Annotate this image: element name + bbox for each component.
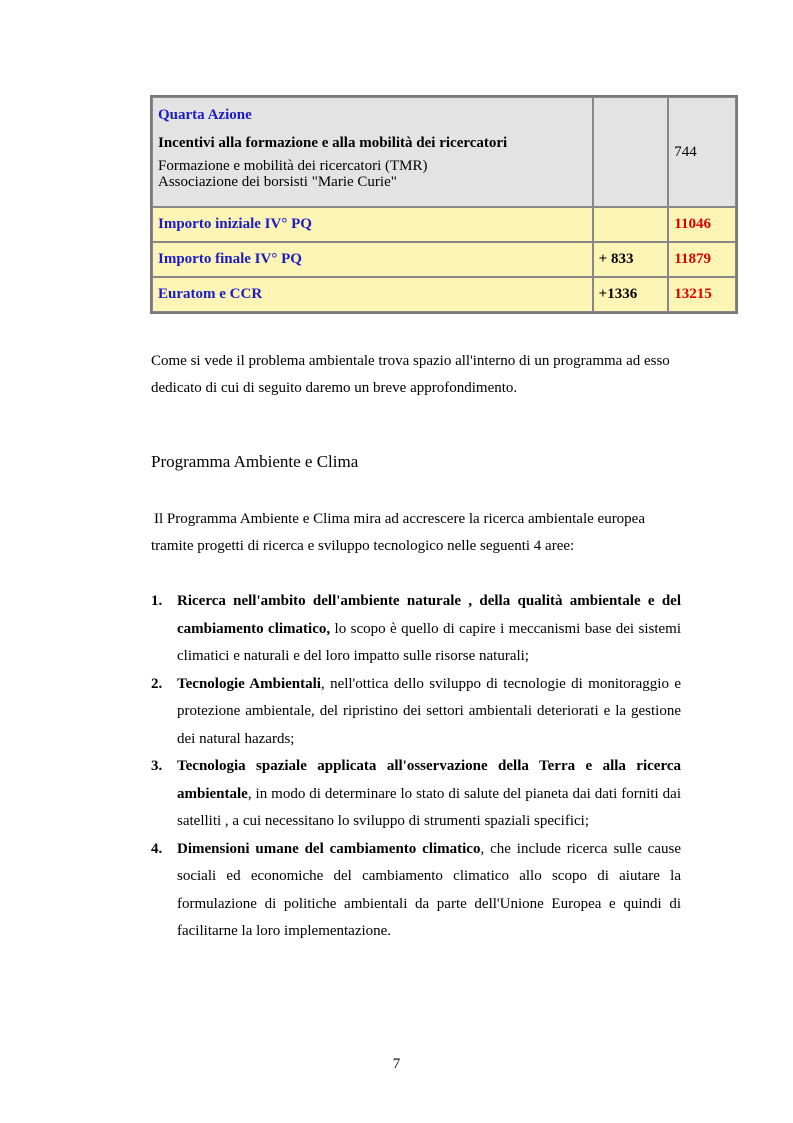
table-row <box>152 207 736 242</box>
row-total: 13215 <box>668 277 736 312</box>
list-item-title: Tecnologia spaziale applicata all'osservazione della Terra e alla ricerca ambientale <box>177 758 681 802</box>
list-item <box>151 588 681 671</box>
list-item-text: lo scopo è quello di capire i meccanismi base dei sistemi climatici e naturali e del loro impatto sulle risorse naturali; <box>177 620 681 664</box>
list-item-title: Dimensioni umane del cambiamento climatico <box>177 840 481 857</box>
azione-subtitle: Incentivi alla formazione e alla mobilità dei ricercatori <box>158 135 508 151</box>
list-number: 2. <box>151 675 163 692</box>
table-row <box>152 242 736 277</box>
azione-line-1: Formazione e mobilità dei ricercatori (TMR) <box>158 158 428 174</box>
list-number: 3. <box>151 758 163 774</box>
list-item <box>151 753 681 836</box>
azione-title: Quarta Azione <box>158 107 252 123</box>
row-delta: + 833 <box>593 242 669 277</box>
section-heading: Programma Ambiente e Clima <box>151 452 359 471</box>
list-item-text: , nell'ottica dello sviluppo di tecnologie di monitoraggio e protezione ambientale, del ripristino dei settori ambientali deteriorati e la gestione dei natural hazards; <box>177 675 681 747</box>
azione-total-cell: 744 <box>668 97 736 207</box>
intro-paragraph: Come si vede il problema ambientale trova spazio all'interno di un programma ad esso dedicato di cui di seguito daremo un breve approfondimento. <box>151 353 670 396</box>
azione-delta-cell <box>593 97 669 207</box>
list-number: 4. <box>151 840 163 857</box>
list-item <box>151 671 681 754</box>
section-paragraph: Il Programma Ambiente e Clima mira ad accrescere la ricerca ambientale europea tramite progetti di ricerca e sviluppo tecnologico nelle seguenti 4 aree: <box>151 511 646 554</box>
areas-list <box>151 588 681 946</box>
list-number: 1. <box>151 593 163 609</box>
row-delta <box>593 207 669 242</box>
page-number: 7 <box>392 1056 401 1072</box>
azione-cell <box>152 97 593 207</box>
row-label: Euratom e CCR <box>152 277 593 312</box>
list-item-title: Tecnologie Ambientali <box>177 675 321 692</box>
row-total: 11879 <box>668 242 736 277</box>
budget-table <box>150 95 738 314</box>
list-item-title: Ricerca nell'ambito dell'ambiente naturale , della qualità ambientale e del cambiamento climatico, <box>177 593 681 637</box>
list-item-text: , che include ricerca sulle cause sociali ed economiche del cambiamento climatico allo scopo di aiutare la formulazione di politiche ambientali da parte dell'Unione Europea e quindi di facilitarne la loro implementazione. <box>177 840 681 939</box>
row-label: Importo finale IV° PQ <box>152 242 593 277</box>
row-label: Importo iniziale IV° PQ <box>152 207 593 242</box>
table-row-azione <box>152 97 736 207</box>
table-row <box>152 277 736 312</box>
list-item <box>151 836 681 946</box>
row-delta: +1336 <box>593 277 669 312</box>
row-total: 11046 <box>668 207 736 242</box>
list-item-text: , in modo di determinare lo stato di salute del pianeta dai dati forniti dai satelliti , a cui necessitano lo sviluppo di strumenti spaziali specifici; <box>177 785 681 829</box>
azione-line-2: Associazione dei borsisti "Marie Curie" <box>158 174 397 190</box>
